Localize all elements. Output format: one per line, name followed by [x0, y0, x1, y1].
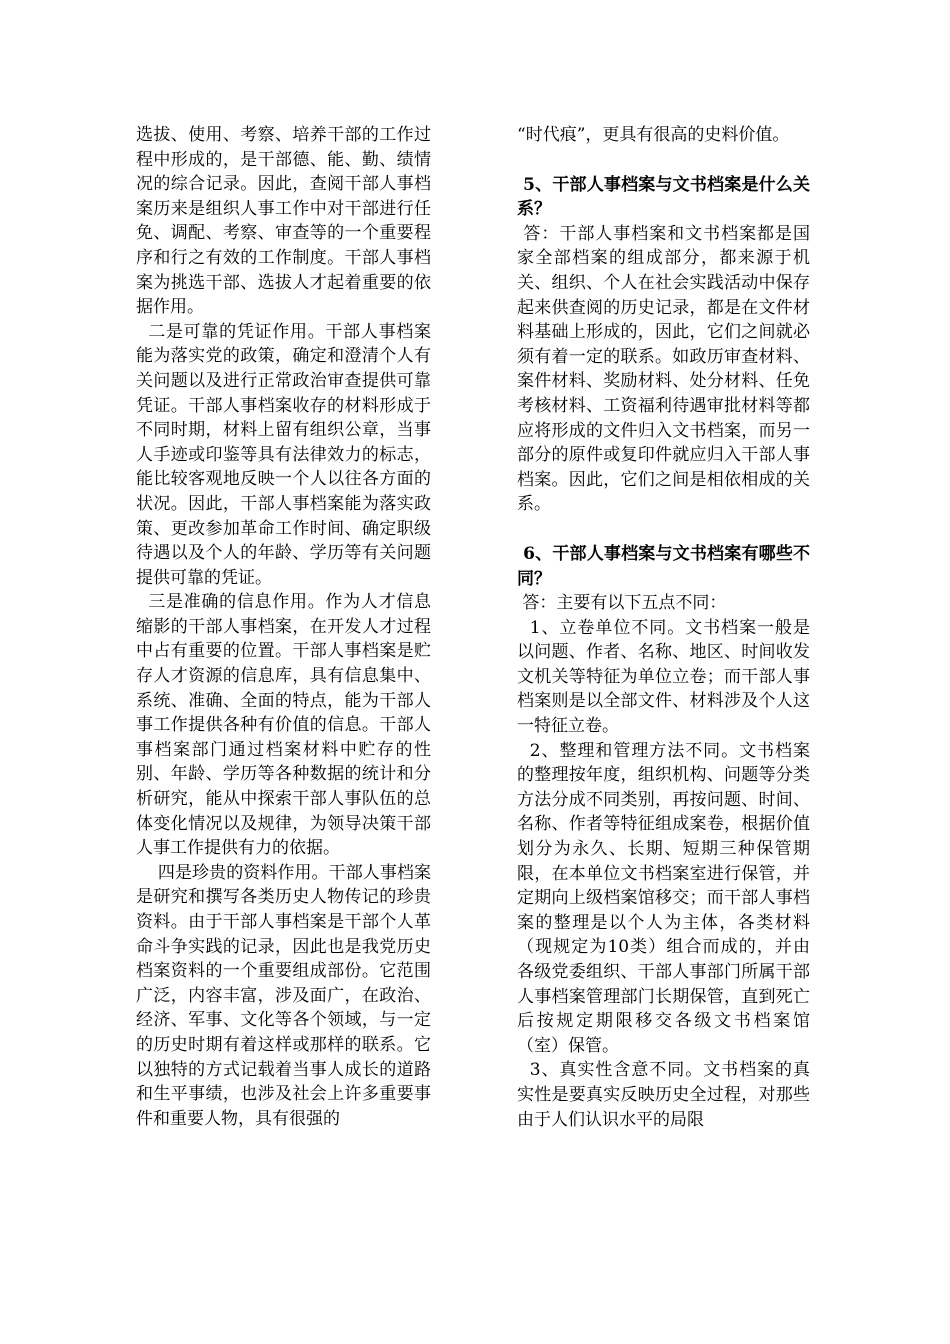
paragraph-text: 四是珍贵的资料作用。干部人事档案是研究和撰写各类历史人物传记的珍贵资料。由于干部人事档案是干部个人革命斗争实践的记录，因此也是我党历史档案资料的一个重要组成部份。它范围广泛，内容丰富，涉及面广，在政治、经济、军事、文化等各个领域，与一定的历史时期有着这样或那样的联系。它以独特的方式记载着当事人成长的道路和生平事绩，也涉及社会上许多重要事件和重要人物，具有很强的: [136, 862, 431, 1129]
right-paragraph: [517, 591, 810, 616]
section-gap: [517, 517, 810, 542]
paragraph-text: 选拔、使用、考察、培养干部的工作过程中形成的，是干部德、能、勤、绩情况的综合记录。因此，查阅干部人事档案历来是组织人事工作中对干部进行任免、调配、考察、审查等的一个重要程序和行之有效的工作制度。干部人事档案为挑选干部、选拔人才起着重要的依据作用。: [136, 125, 431, 318]
paragraph-text: 1、立卷单位不同。文书档案一般是以问题、作者、名称、地区、时间收发文机关等特征为单位立卷；而干部人事档案则是以全部文件、材料涉及个人这一特征立卷。: [517, 617, 810, 737]
paragraph-indent: [517, 741, 530, 761]
paragraph-text: 二是可靠的凭证作用。干部人事档案能为落实党的政策，确定和澄清个人有关问题以及进行正常政治审查提供可靠凭证。干部人事档案收存的材料形成于不同时期，材料上留有组织公章，当事人手迹或印鉴等具有法律效力的标志，能比较客观地反映一个人以往各方面的状况。因此，干部人事档案能为落实政策、更改参加革命工作时间、确定职级待遇以及个人的年龄、学历等有关问题提供可靠的凭证。: [136, 321, 432, 588]
paragraph-indent: [136, 322, 148, 342]
paragraph-indent: [136, 592, 148, 612]
right-paragraph: [517, 616, 810, 739]
left-paragraph: [136, 320, 431, 591]
paragraph-text: “时代痕”，更具有很高的史料价值。: [517, 125, 790, 145]
paragraph-text: 三是准确的信息作用。作为人才信息缩影的干部人事档案，在开发人才过程中占有重要的位置。干部人事档案是贮存人才资源的信息库，具有信息集中、系统、准确、全面的特点，能为干部人事工作提供各种有价值的信息。干部人事档案部门通过档案材料中贮存的性别、年龄、学历等各种数据的统计和分析研究，能从中探索干部人事队伍的总体变化情况以及规律，为领导决策干部人事工作提供有力的依据。: [136, 592, 432, 859]
paragraph-indent: [517, 618, 530, 638]
right-column: [517, 123, 810, 1132]
paragraph-indent: [136, 863, 158, 883]
left-paragraph: [136, 590, 431, 861]
right-paragraph: [517, 123, 810, 148]
paragraph-text: 6、干部人事档案与文书档案有哪些不同？: [517, 543, 811, 589]
left-paragraph: [136, 123, 431, 320]
right-section-heading: [517, 542, 810, 591]
paragraph-text: 答：主要有以下五点不同：: [522, 593, 727, 614]
section-gap: [517, 148, 810, 173]
paragraph-text: 3、真实性含意不同。文书档案的真实性是要真实反映历史全过程，对那些由于人们认识水平的局限: [517, 1060, 810, 1130]
left-paragraph: [136, 861, 431, 1132]
paragraph-text: 答：干部人事档案和文书档案都是国家全部档案的组成部分，都来源于机关、组织、个人在社会实践活动中保存起来供查阅的历史记录，都是在文件材料基础上形成的，因此，它们之间就必须有着一定的联系。如政历审查材料、案件材料、奖励材料、处分材料、任免考核材料、工资福利待遇审批材料等都应将形成的文件归入文书档案，而另一部分的原件或复印件就应归入干部人事档案。因此，它们之间是相依相成的关系。: [517, 223, 811, 515]
right-paragraph: [517, 1058, 810, 1132]
paragraph-indent: [517, 1060, 530, 1080]
right-paragraph: [517, 739, 810, 1059]
left-column: [136, 123, 431, 1131]
paragraph-text: 5、干部人事档案与文书档案是什么关系？: [517, 174, 811, 220]
right-section-heading: [517, 173, 810, 222]
right-paragraph: [517, 222, 810, 517]
paragraph-text: 2、整理和管理方法不同。文书档案的整理按年度，组织机构、问题等分类方法分成不同类别，再按问题、时间、名称、作者等特征组成案卷，根据价值划分为永久、长期、短期三种保管期限，在本单位文书档案室进行保管，并定期向上级档案馆移交；而干部人事档案的整理是以个人为主体，各类材料（现规定为10类）组合而成的，并由各级党委组织、干部人事部门所属干部人事档案管理部门长期保管，直到死亡后按规定期限移交各级文书档案馆（室）保管。: [517, 740, 810, 1056]
